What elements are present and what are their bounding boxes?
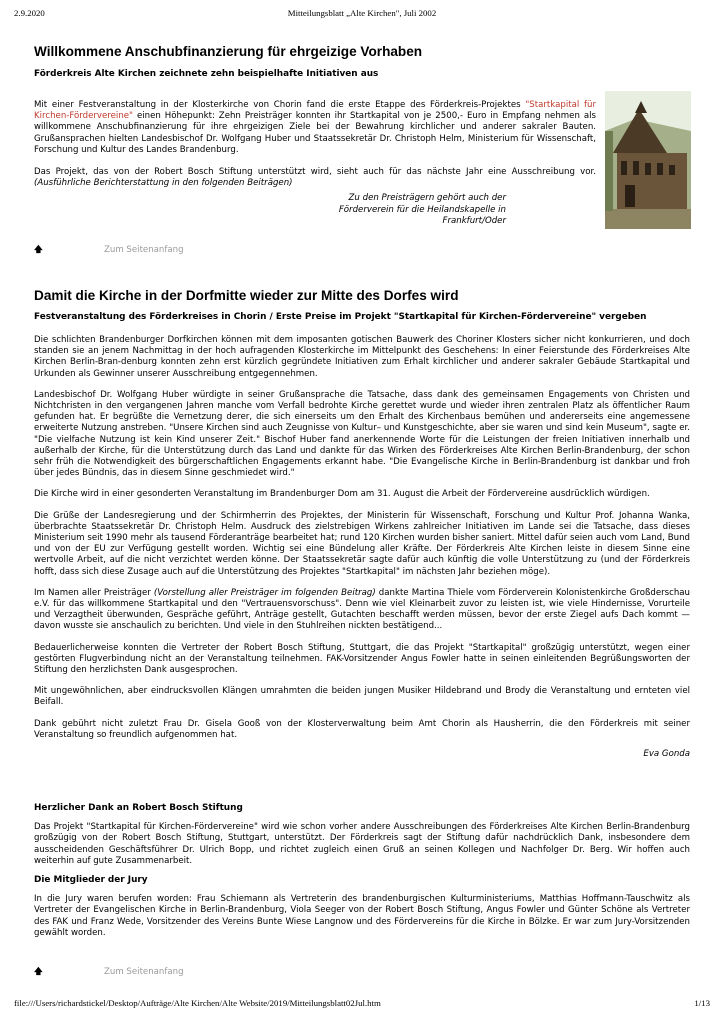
article1-subtitle: Förderkreis Alte Kirchen zeichnete zehn beispielhafte Initiativen aus [34, 69, 379, 79]
arrow-up-icon: 🡅 [34, 967, 43, 977]
article1-paragraph-1: Mit einer Festveranstaltung in der Klosterkirche von Chorin fand die erste Etappe des Förderkreis-Projektes "Startkapital für Kirchen-Fördervereine" einen Höhepunkt: Zehn Preisträger konnten ihr Startkapital von je 2500,- Euro in Empfang nehmen als willkommene Anschubfinanzierung für ihre ehrgeizigen Ziele bei der Bewahrung kirchlicher und anderer sakraler Bauten. Grußansprachen hielten Landesbischof Dr. Wolfgang Huber und Staatssekretär Dr. Christoph Helm, Ministerium für Wissenschaft, Forschung und Kultur des Landes Brandenburg. [34, 100, 596, 155]
back-to-top-link[interactable]: 🡅 Zum Seitenanfang [34, 244, 184, 258]
article2-paragraph-8: Dank gebührt nicht zuletzt Frau Dr. Gisela Gooß von der Klosterverwaltung beim Amt Chorin als Hausherrin, die den Förderkreis mit seiner Veranstaltung so freundlich aufgenommen hat. [34, 718, 690, 740]
bosch-thanks-paragraph: Das Projekt "Startkapital für Kirchen-Fördervereine" wird wie schon vorher andere Ausschreibungen des Förderkreises Alte Kirchen Berlin-Brandenburg großzügig von der Robert Bosch Stiftung, Stuttgart, unterstützt. Der Förderkreis sagt der Stiftung dafür nachdrücklich Dank, insbesondere dem ausscheidenden Geschäftsführer Dr. Ulrich Bopp, und richtet zugleich einen Gruß an seinen Kollegen und Nachfolger Dr. Berg. Wir hoffen auch weiterhin auf gute Zusammenarbeit. [34, 822, 690, 866]
print-header [0, 8, 724, 20]
article2-subtitle: Festveranstaltung des Förderkreises in Chorin / Erste Preise im Projekt "Startkapital für Kirchen-Fördervereine" vergeben [34, 312, 647, 322]
article2-paragraph-1: Die schlichten Brandenburger Dorfkirchen können mit dem imposanten gotischen Bauwerk des Choriner Klosters sicher nicht konkurrieren, und doch standen sie an jenem Nachmittag in der hoch aufragenden Klosterkirche im Mittelpunkt des Geschehens: In einer Feierstunde des Förderkreises Alte Kirchen Berlin-Bran-denburg konnten zehn erst kürzlich gegründete Initiativen zum Erhalt kirchlicher und anderer sakraler Gebäude Startkapital und Urkunden als Gewinner unserer Ausschreibung entgegennehmen. [34, 335, 690, 379]
startkapital-link[interactable]: "Startkapital für Kirchen-Fördervereine" [34, 100, 596, 122]
arrow-up-icon: 🡅 [34, 245, 43, 255]
jury-paragraph: In die Jury waren berufen worden: Frau Schiemann als Vertreterin des brandenburgischen Kulturministeriums, Matthias Hoffmann-Tauschwitz als Vertreter der Evangelischen Kirche in Berlin-Brandenburg, Viola Seeger von der Robert Bosch Stiftung, Angus Fowler und Günter Schöne als Vertreter des FAK und Franz Wede, Vorsitzender des Vereins Bunte Wiese Langnow und des Fördervereins für die Kirche in Bölzke. Er war zum Jury-Vorsitzenden gewählt worden. [34, 894, 690, 938]
print-page-number: 1/13 [694, 998, 710, 1008]
heilandskapelle-photo [605, 91, 691, 229]
jury-heading: Die Mitglieder der Jury [34, 875, 148, 886]
print-title: Mitteilungsblatt „Alte Kirchen", Juli 2002 [287, 8, 437, 18]
article2-paragraph-3: Die Kirche wird in einer gesonderten Veranstaltung im Brandenburger Dom am 31. August die Arbeit der Fördervereine ausdrücklich würdigen. [34, 489, 650, 500]
article1-body [34, 100, 596, 227]
print-footer [0, 998, 724, 1010]
print-date: 2.9.2020 [14, 8, 45, 18]
article2-paragraph-5: Im Namen aller Preisträger (Vorstellung aller Preisträger im folgenden Beitrag) dankte Martina Thiele vom Förderverein Kolonistenkirche Großderschau e.V. für das willkommene Startkapital und den "Vertrauensvorschuss". Denn wie viel Kleinarbeit zuvor zu leisten ist, wie viele Hindernisse, Vorurteile und Verzagtheit überwunden, Gespräche geführt, Anträge gestellt, Gutachten beschafft werden müssen, bevor der erste Ziegel aufs Dach kommt — davon wusste sie anschaulich zu berichten. Und viele in den Stuhlreihen nickten bestätigend... [34, 587, 691, 632]
article2-paragraph-7: Mit ungewöhnlichen, aber eindrucksvollen Klängen umrahmten die beiden jungen Musiker Hildebrand und Brody die Veranstaltung und ernteten viel Beifall. [34, 686, 690, 708]
bosch-thanks-heading: Herzlicher Dank an Robert Bosch Stiftung [34, 803, 243, 813]
print-file-path: file:///Users/richardstickel/Desktop/Aufträge/Alte Kirchen/Alte Website/2019/Mitteilungsblatt02Jul.htm [14, 998, 381, 1008]
article2-title: Damit die Kirche in der Dorfmitte wieder zur Mitte des Dorfes wird [34, 288, 459, 303]
article2-paragraph-6: Bedauerlicherweise konnten die Vertreter der Robert Bosch Stiftung, Stuttgart, die das Projekt "Startkapital" großzügig unterstützt, wegen einer gestörten Flugverbindung nicht an der Veranstaltung teilnehmen. FAK-Vorsitzender Angus Fowler hatte in seinen einleitenden Begrüßungsworten der Stiftung den herzlichsten Dank ausgesprochen. [34, 642, 690, 676]
article1-title: Willkommene Anschubfinanzierung für ehrgeizige Vorhaben [34, 44, 423, 59]
article1-paragraph-2: Das Projekt, das von der Robert Bosch Stiftung unterstützt wird, sieht auch für das nächste Jahr eine Ausschreibung vor. (Ausführliche Berichterstattung in den folgenden Beiträgen) [34, 167, 596, 189]
back-to-top-link-2[interactable]: 🡅 Zum Seitenanfang [34, 966, 184, 980]
photo-caption: Zu den Preisträgern gehört auch der Förderverein für die Heilandskapelle in Frankfurt/Oder [338, 193, 506, 226]
article2-body [34, 335, 690, 760]
article2-paragraph-4: Die Grüße der Landesregierung und der Schirmherrin des Projektes, der Ministerin für Wissenschaft, Forschung und Kultur Prof. Johanna Wanka, überbrachte Staatssekretär Dr. Christoph Helm. Ausdruck des zielstrebigen Wirkens zahlreicher Initiativen im Lande sei die Tatsache, dass dieses Ministerium seit 1990 mehr als tausend Förderanträge bearbeitet hat; rund 120 Kirchen wurden bisher saniert. Mittel dafür seien auch vom Land, Bund und von der EU zur Verfügung gestellt worden. Wichtig sei eine Bündelung aller Kräfte. Der Förderkreis Alte Kirchen leiste in diesem Sinne eine wertvolle Arbeit, auf die nicht verzichtet werden könne. Der Staatssekretär sagte dafür auch künftig die volle Unterstützung zu (und der Förderkreis hofft, dass sich diese Zusage auch auf die Unterstützung des Projektes "Startkapital" im nächsten Jahr beziehen möge). [34, 510, 690, 577]
article3-body [34, 803, 690, 939]
author-signature: Eva Gonda [643, 749, 690, 760]
article2-paragraph-2: Landesbischof Dr. Wolfgang Huber würdigte in seiner Grußansprache die Tatsache, dass dank des gemeinsamen Engagements von Christen und Nichtchristen in den vergangenen Jahren manche vom Verfall bedrohte Kirche gerettet wurde und wieder ihren zentralen Platz als öffentlicher Raum gefunden hat. Er begrüßte die Vernetzung derer, die sich einerseits um den Erhalt des Kirchenbaus bemühen und andererseits eine angemessene erweiterte Nutzung anstreben. "Unsere Kirchen sind auch Zeugnisse von Kultur– und Kunstgeschichte, aber sie waren und sind kein Museum", sagte er. "Die vielfache Nutzung ist kein Kind unserer Zeit." Bischof Huber fand anerkennende Worte für die Leistungen der freien Initiativen innerhalb und außerhalb der Kirche, für die Unterstützung durch das Land und dankte für das Wirken des Förderkreises Alte Kirchen Berlin-Brandenburg, der schon sehr früh die Notwendigkeit des bürgerschaftlichen Engagements erkannt habe. "Die Evangelische Kirche in Berlin-Brandenburg ist dankbar und froh über jedes Bündnis, das in diesem Sinne geschmiedet wird." [34, 389, 690, 479]
